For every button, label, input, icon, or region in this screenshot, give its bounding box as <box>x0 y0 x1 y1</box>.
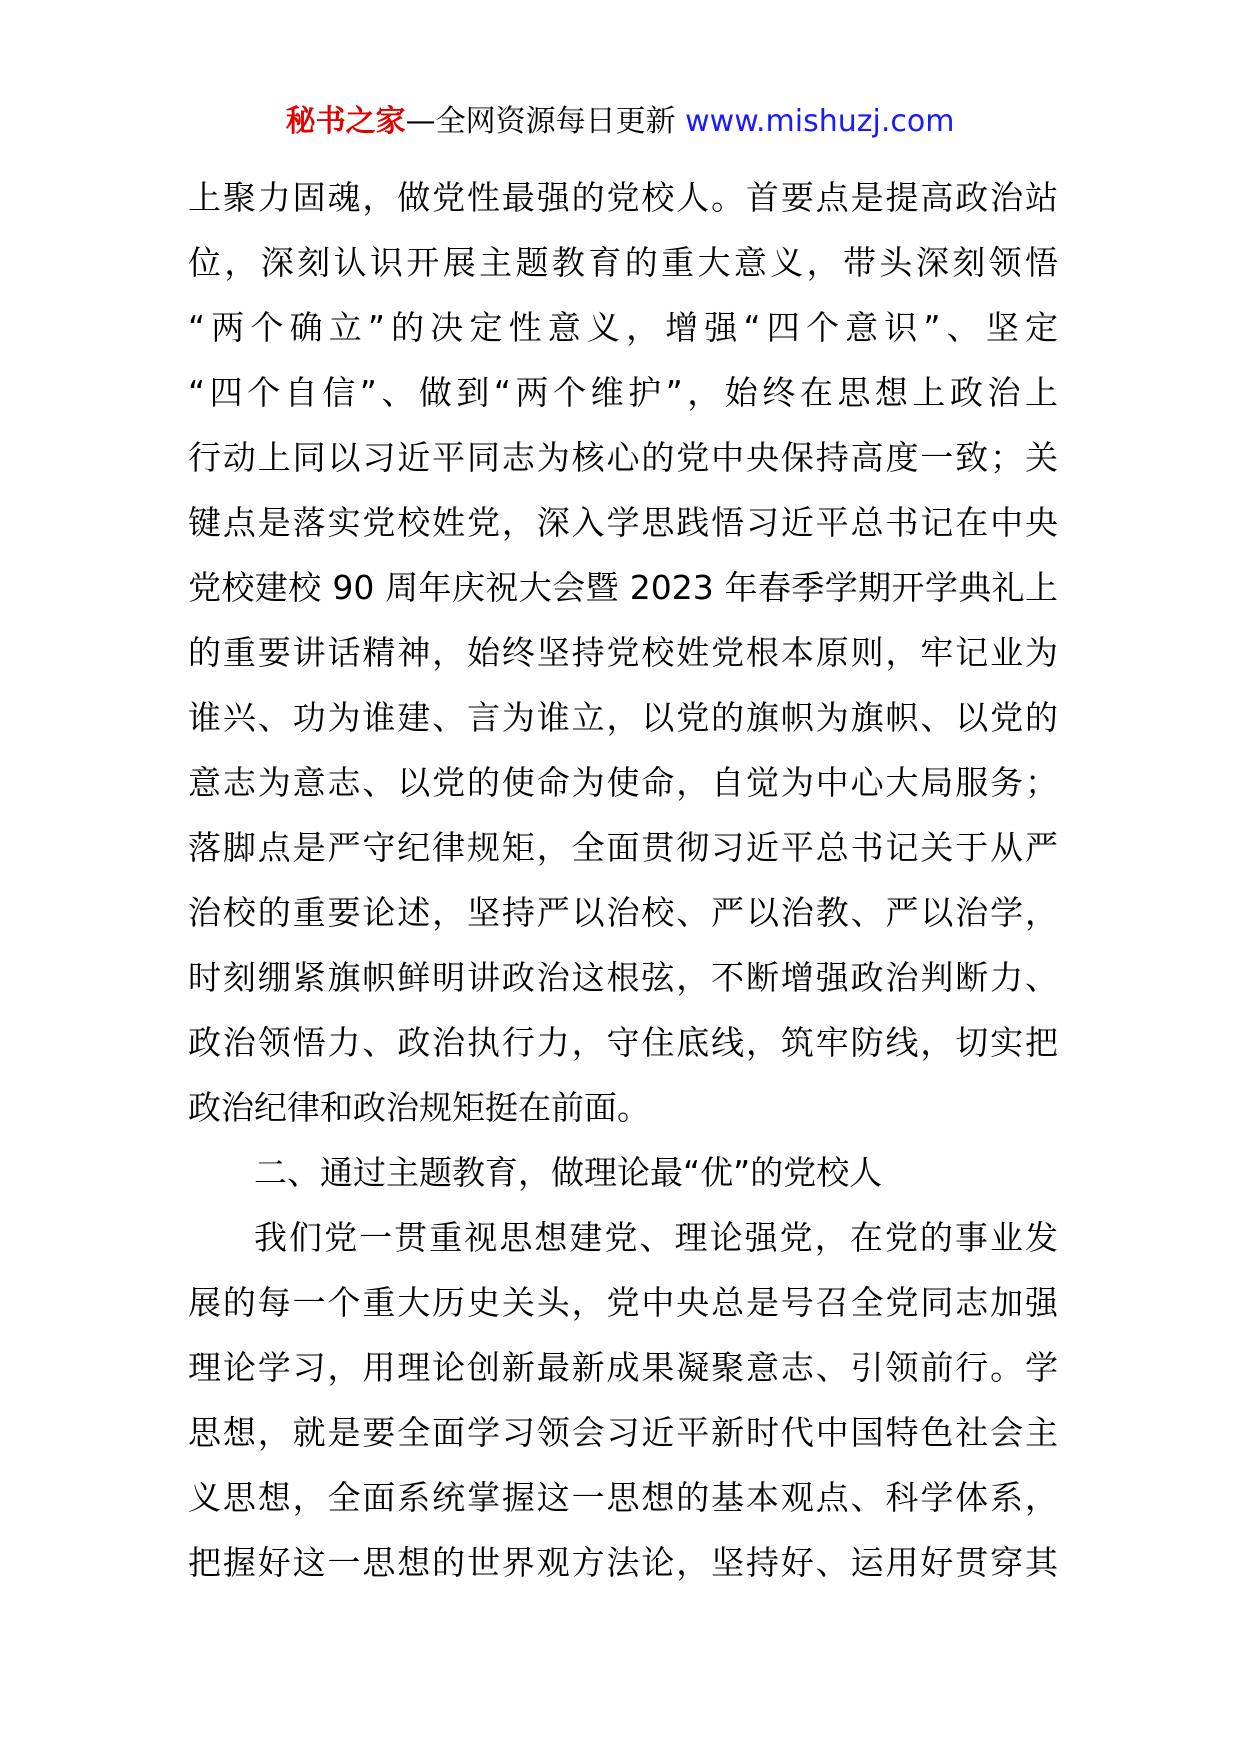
text-line: 义思想，全面系统掌握这一思想的基本观点、科学体系， <box>188 1478 1058 1517</box>
page-header <box>0 100 1240 144</box>
text-line: 党校建校 90 周年庆祝大会暨 2023 年春季学期开学典礼上 <box>188 568 1058 607</box>
text-line: 位，深刻认识开展主题教育的重大意义，带头深刻领悟 <box>188 243 1058 282</box>
text-line: 治校的重要论述，坚持严以治校、严以治教、严以治学， <box>188 893 1058 932</box>
site-brand: 秘书之家 <box>285 104 406 139</box>
text-line: 思想，就是要全面学习领会习近平新时代中国特色社会主 <box>188 1413 1058 1452</box>
section-heading: 二、通过主题教育，做理论最“优”的党校人 <box>254 1153 883 1192</box>
text-line: 上聚力固魂，做党性最强的党校人。首要点是提高政治站 <box>188 178 1058 217</box>
text-line: 把握好这一思想的世界观方法论，坚持好、运用好贯穿其 <box>188 1543 1058 1582</box>
text-line: “四个自信”、做到“两个维护”，始终在思想上政治上 <box>188 373 1058 412</box>
site-tagline: —全网资源每日更新 <box>405 104 676 139</box>
site-url-link[interactable]: www.mishuzj.com <box>685 104 955 139</box>
text-line: 的重要讲话精神，始终坚持党校姓党根本原则，牢记业为 <box>188 633 1058 672</box>
text-line: 时刻绷紧旗帜鲜明讲政治这根弦，不断增强政治判断力、 <box>188 958 1058 997</box>
text-line: “两个确立”的决定性意义，增强“四个意识”、坚定 <box>188 308 1058 347</box>
text-line: 键点是落实党校姓党，深入学思践悟习近平总书记在中央 <box>188 503 1058 542</box>
text-line: 落脚点是严守纪律规矩，全面贯彻习近平总书记关于从严 <box>188 828 1058 867</box>
text-line: 理论学习，用理论创新最新成果凝聚意志、引领前行。学 <box>188 1348 1058 1387</box>
text-line: 谁兴、功为谁建、言为谁立，以党的旗帜为旗帜、以党的 <box>188 698 1058 737</box>
text-line: 意志为意志、以党的使命为使命，自觉为中心大局服务； <box>188 763 1058 802</box>
paragraph-first-line: 我们党一贯重视思想建党、理论强党，在党的事业发 <box>254 1218 1058 1257</box>
text-line: 展的每一个重大历史关头，党中央总是号召全党同志加强 <box>188 1283 1058 1322</box>
text-line: 行动上同以习近平同志为核心的党中央保持高度一致；关 <box>188 438 1058 477</box>
text-line: 政治领悟力、政治执行力，守住底线，筑牢防线，切实把 <box>188 1023 1058 1062</box>
paragraph-last-line: 政治纪律和政治规矩挺在前面。 <box>188 1088 650 1127</box>
document-body <box>188 165 1058 1595</box>
